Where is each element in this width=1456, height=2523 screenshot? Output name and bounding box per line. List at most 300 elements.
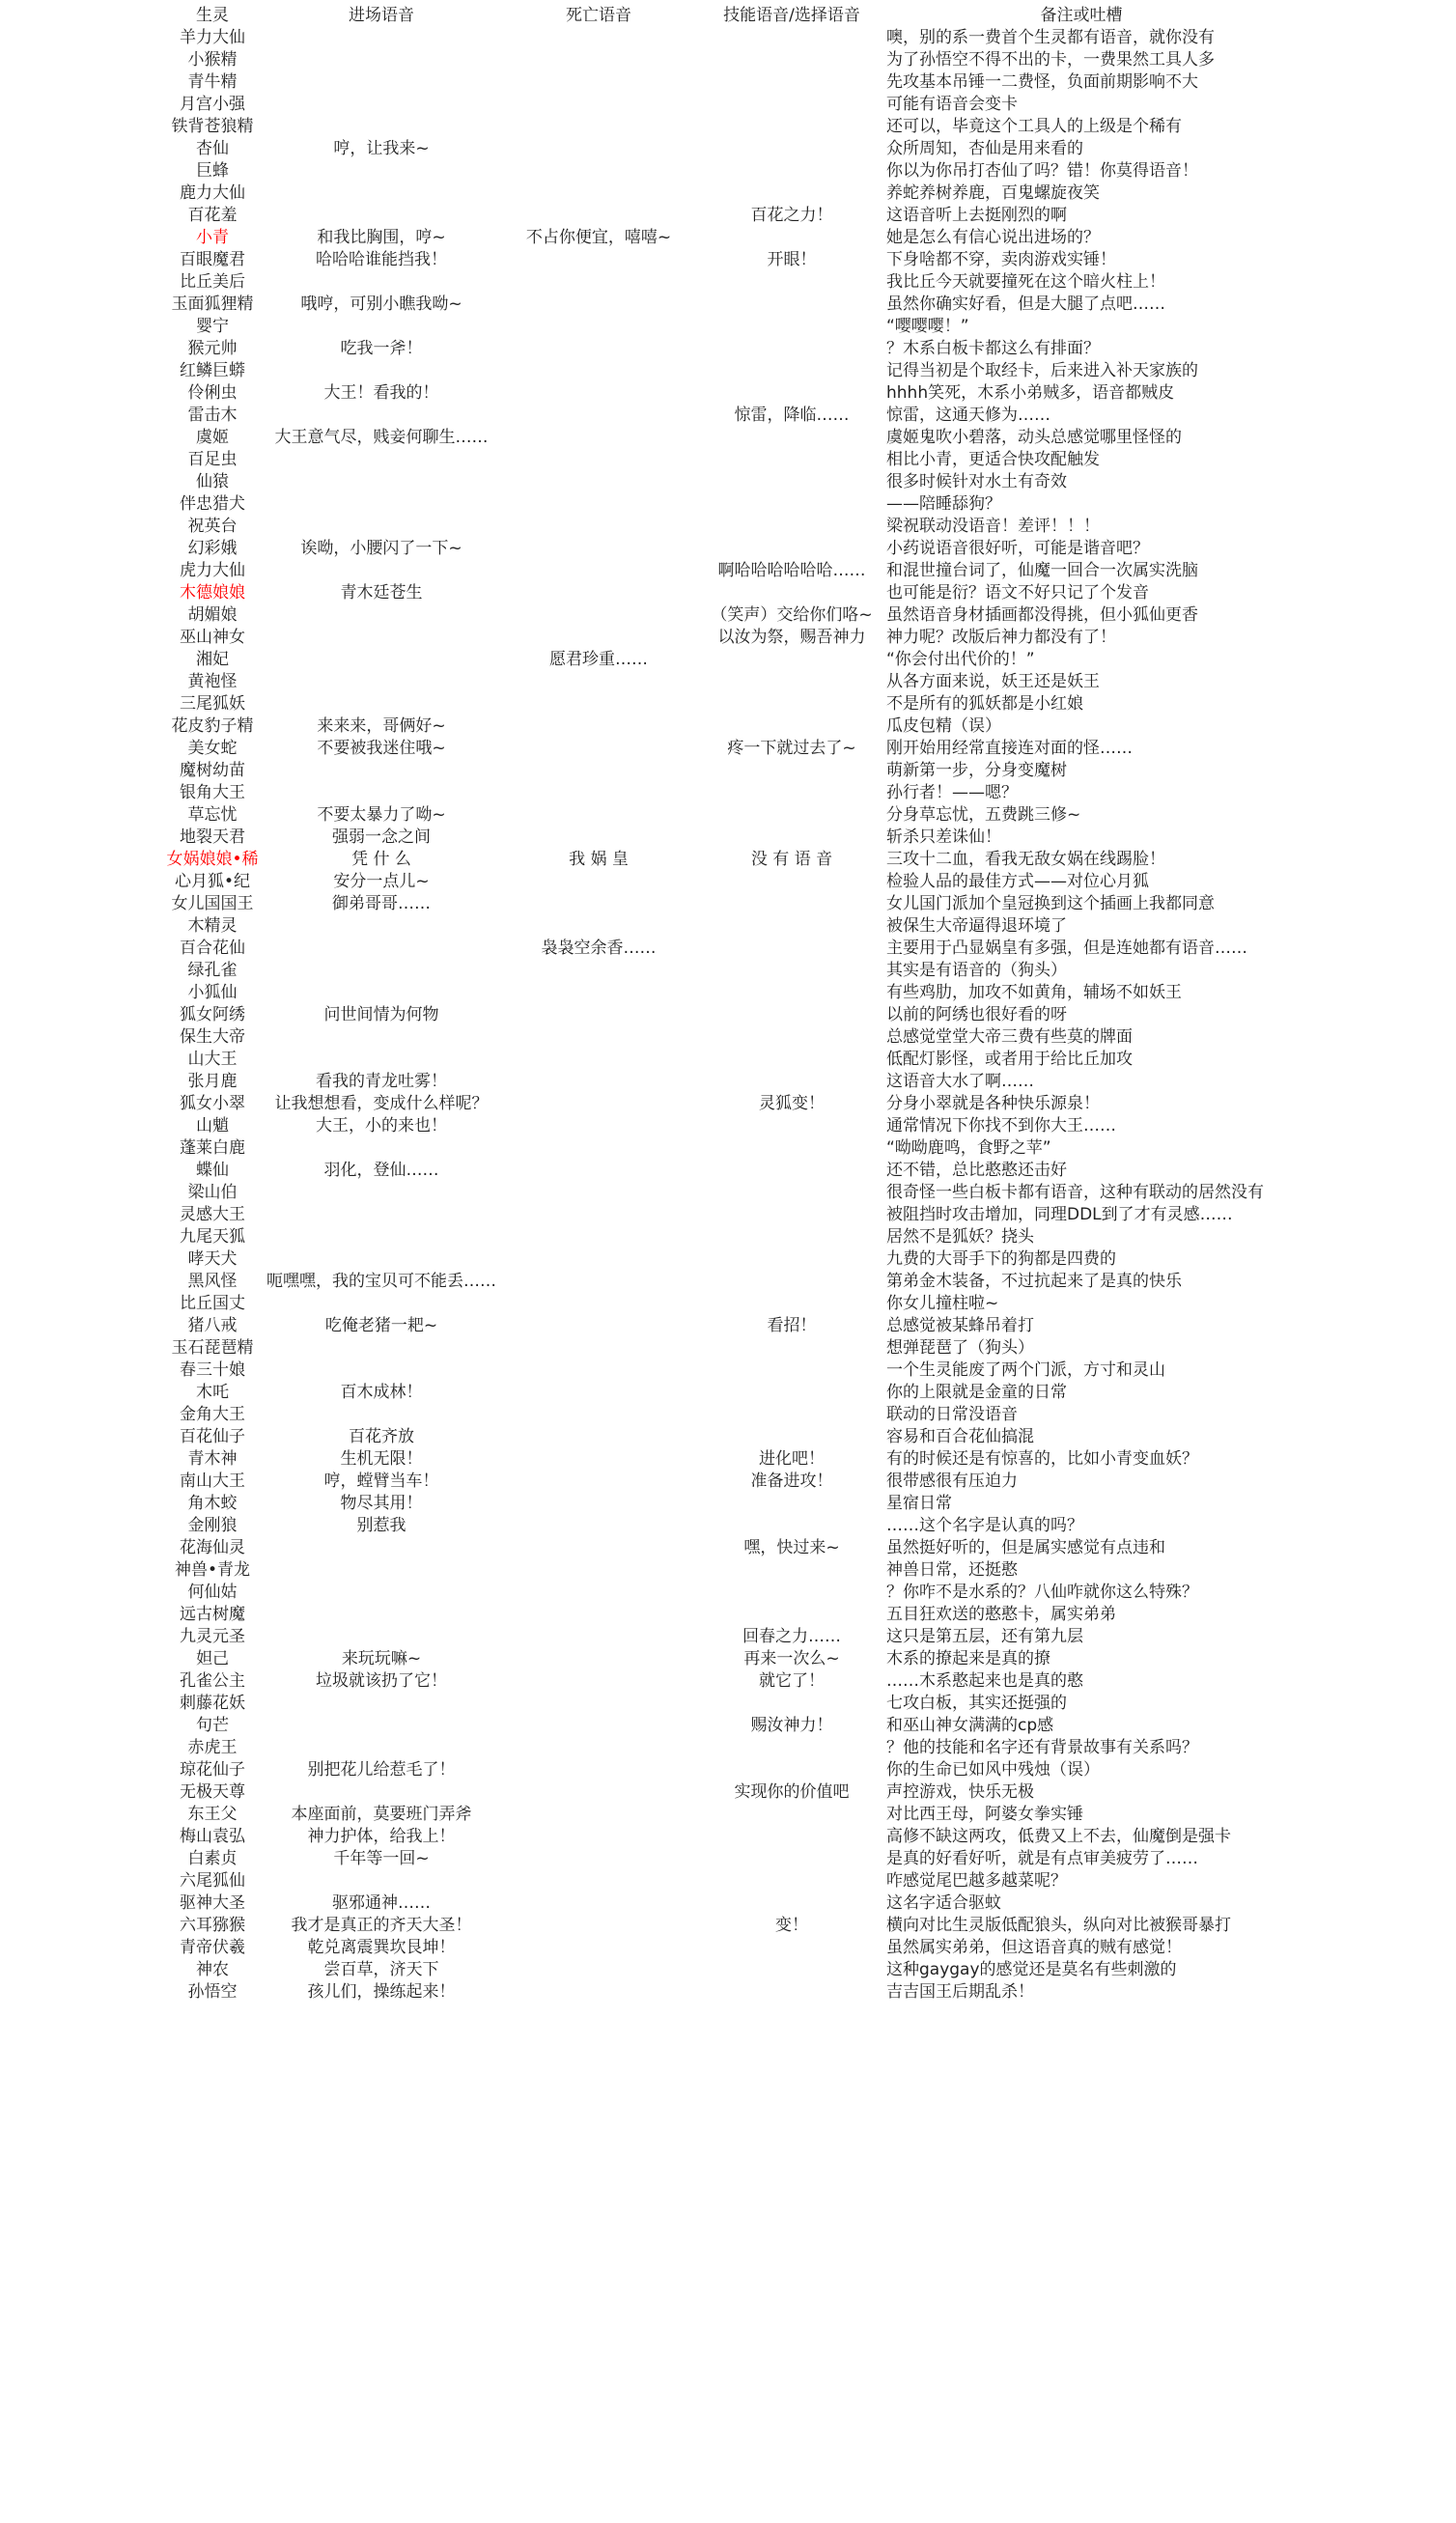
row-note: 容易和百合花仙搞混	[886, 1427, 1034, 1446]
row-name: 伴忠猎犬	[180, 494, 245, 514]
table-row	[0, 1049, 1456, 1071]
table-row	[0, 471, 1456, 493]
table-row	[0, 227, 1456, 249]
row-note: 想弹琵琶了（狗头）	[886, 1338, 1034, 1358]
table-row	[0, 560, 1456, 582]
row-note: 以前的阿绣也很好看的呀	[886, 1005, 1067, 1024]
row-name: 百眼魔君	[180, 250, 245, 269]
row-enter-voice: 大王意气尽，贱妾何聊生……	[274, 428, 489, 447]
row-name: 蝶仙	[196, 1161, 229, 1180]
row-note: 你的上限就是金童的日常	[886, 1383, 1067, 1402]
row-note: 相比小青，更适合快攻配触发	[886, 450, 1100, 469]
row-name: 小青	[196, 228, 229, 247]
row-note: 还不错，总比憨憨还击好	[886, 1161, 1067, 1180]
table-row	[0, 1959, 1456, 1981]
row-note: hhhh笑死，木系小弟贼多，语音都贼皮	[886, 383, 1175, 403]
row-skill-voice: 嘿，快过来~	[743, 1538, 840, 1557]
table-row	[0, 760, 1456, 782]
row-note: 这只是第五层，还有第九层	[886, 1627, 1083, 1646]
row-name: 巨蜂	[196, 161, 229, 181]
table-row	[0, 182, 1456, 205]
row-note: 小药说语音很好听，可能是谐音吧？	[886, 539, 1149, 558]
row-name: 银角大王	[180, 783, 245, 802]
row-note: 是真的好看好听，就是有点审美疲劳了……	[886, 1849, 1198, 1868]
table-row	[0, 1337, 1456, 1360]
row-name: 女儿国国王	[171, 894, 254, 913]
table-row	[0, 982, 1456, 1004]
row-skill-voice: 变！	[775, 1916, 808, 1935]
table-row	[0, 1693, 1456, 1715]
row-note: 梁祝联动没语音！差评！！！	[886, 517, 1100, 536]
row-note: 高修不缺这两攻，低费又上不去，仙魔倒是强卡	[886, 1827, 1231, 1846]
table-row	[0, 493, 1456, 516]
row-note: 瓜皮包精（误）	[886, 716, 1001, 736]
row-note: 噢，别的系一费首个生灵都有语音，就你没有	[886, 28, 1215, 47]
table-row	[0, 1115, 1456, 1137]
row-note: 居然不是狐妖？挠头	[886, 1227, 1034, 1247]
row-name: 九尾天狐	[180, 1227, 245, 1247]
row-name: 胡媚娘	[187, 605, 238, 625]
row-note: 总感觉堂堂大帝三费有些莫的牌面	[886, 1027, 1133, 1047]
row-enter-voice: 我才是真正的齐天大圣！	[291, 1916, 472, 1935]
row-note: 这种gaygay的感觉还是莫名有些刺激的	[886, 1960, 1177, 1979]
table-row	[0, 205, 1456, 227]
row-note: 咋感觉尾巴越多越菜呢？	[886, 1871, 1067, 1891]
row-note: 和巫山神女满满的cp感	[886, 1716, 1054, 1735]
table-row	[0, 1093, 1456, 1115]
row-enter-voice: 安分一点儿~	[333, 872, 430, 891]
row-name: 六耳猕猴	[180, 1916, 245, 1935]
table-row	[0, 693, 1456, 715]
table-row	[0, 1004, 1456, 1026]
row-name: 幻彩娥	[187, 539, 238, 558]
row-name: 神农	[196, 1960, 229, 1979]
table-row	[0, 516, 1456, 538]
table-row	[0, 1360, 1456, 1382]
row-skill-voice: 回春之力……	[742, 1627, 841, 1646]
row-note: 九费的大哥手下的狗都是四费的	[886, 1249, 1116, 1269]
table-row	[0, 1448, 1456, 1471]
row-name: 杏仙	[196, 139, 229, 158]
table-row	[0, 782, 1456, 804]
table-row	[0, 271, 1456, 294]
row-name: 木精灵	[187, 916, 238, 936]
row-note: 一个生灵能废了两个门派，方寸和灵山	[886, 1360, 1165, 1380]
row-name: 梅山袁弘	[180, 1827, 245, 1846]
table-row	[0, 1182, 1456, 1204]
row-note: “呦呦鹿鸣，食野之苹”	[886, 1138, 1051, 1158]
row-name: 比丘国丈	[180, 1294, 245, 1313]
table-row	[0, 1670, 1456, 1693]
row-name: 灵感大王	[180, 1205, 245, 1224]
row-enter-voice: 百木成林！	[340, 1383, 423, 1402]
row-name: 黄袍怪	[187, 672, 238, 691]
row-note: ……木系憨起来也是真的憨	[886, 1671, 1083, 1691]
table-row	[0, 94, 1456, 116]
row-name: 红鳞巨蟒	[180, 361, 245, 380]
table-row	[0, 1582, 1456, 1604]
table-row	[0, 893, 1456, 915]
row-note: 惊雷，这通天修为……	[886, 406, 1050, 425]
row-name: 湘妃	[196, 650, 229, 669]
row-note: 被阻挡时攻击增加，同理DDL到了才有灵感……	[886, 1205, 1233, 1224]
row-name: 驱神大圣	[180, 1893, 245, 1913]
row-skill-voice: 实现你的价值吧	[734, 1782, 850, 1802]
row-note: 为了孙悟空不得不出的卡，一费果然工具人多	[886, 50, 1215, 70]
row-skill-voice: 就它了！	[759, 1671, 825, 1691]
row-name: 猴元帅	[187, 339, 238, 358]
row-name: 草忘忧	[187, 805, 238, 825]
table-row	[0, 1515, 1456, 1537]
row-enter-voice: 让我想想看，变成什么样呢？	[274, 1094, 489, 1113]
table-row	[0, 427, 1456, 449]
row-skill-voice: 惊雷，降临……	[734, 406, 850, 425]
row-enter-voice: 本座面前，莫要班门弄斧	[291, 1805, 472, 1824]
row-note: 众所周知，杏仙是用来看的	[886, 139, 1083, 158]
row-enter-voice: 来来来，哥俩好~	[317, 716, 446, 736]
row-note: 还可以，毕竟这个工具人的上级是个稀有	[886, 117, 1182, 136]
table-row	[0, 1715, 1456, 1737]
row-note: 七攻白板，其实还挺强的	[886, 1694, 1067, 1713]
row-note: ？木系白板卡都这么有排面？	[886, 339, 1100, 358]
table-row	[0, 1848, 1456, 1870]
row-note: 通常情况下你找不到你大王……	[886, 1116, 1116, 1135]
row-note: 横向对比生灵版低配狼头，纵向对比被猴哥暴打	[886, 1916, 1231, 1935]
row-name: 赤虎王	[187, 1738, 238, 1757]
row-enter-voice: 哦哼，可别小瞧我呦~	[300, 294, 462, 314]
row-name: 巫山神女	[180, 628, 245, 647]
row-note: 很奇怪一些白板卡都有语音，这种有联动的居然没有	[886, 1183, 1264, 1202]
table-row	[0, 1892, 1456, 1915]
row-name: 猪八戒	[187, 1316, 238, 1335]
row-name: 铁背苍狼精	[171, 117, 254, 136]
row-name: 金角大王	[180, 1405, 245, 1424]
row-enter-voice: 羽化，登仙……	[323, 1161, 439, 1180]
row-name: 美女蛇	[187, 739, 238, 758]
table-row	[0, 1559, 1456, 1582]
row-name: 蓬莱白鹿	[180, 1138, 245, 1158]
row-note: 可能有语音会变卡	[886, 95, 1018, 114]
table-body	[0, 27, 1456, 2004]
row-note: 虽然语音身材插画都没得挑，但小狐仙更香	[886, 605, 1198, 625]
row-death-voice: 不占你便宜，嘻嘻~	[525, 228, 672, 247]
table-row	[0, 1493, 1456, 1515]
table-row	[0, 71, 1456, 94]
row-name: 木德娘娘	[180, 583, 245, 603]
row-name: 春三十娘	[180, 1360, 245, 1380]
table-row	[0, 1804, 1456, 1826]
table-row	[0, 160, 1456, 182]
row-note: ——陪睡舔狗？	[886, 494, 1001, 514]
table-row	[0, 1737, 1456, 1759]
row-name: 百花羞	[187, 206, 238, 225]
row-name: 黑风怪	[187, 1272, 238, 1291]
row-name: 妲己	[196, 1649, 229, 1668]
row-note: 和混世撞台词了，仙魔一回合一次属实洗脑	[886, 561, 1198, 580]
row-note: 这语音大水了啊……	[886, 1072, 1034, 1091]
row-note: “你会付出代价的！”	[886, 650, 1035, 669]
row-note: 五目狂欢送的憨憨卡，属实弟弟	[886, 1605, 1116, 1624]
row-death-voice: 我 娲 皇	[569, 850, 629, 869]
row-note: 养蛇养树养鹿，百鬼螺旋夜笑	[886, 183, 1100, 203]
row-note: 第弟金木装备，不过抗起来了是真的快乐	[886, 1272, 1182, 1291]
row-enter-voice: 御弟哥哥……	[332, 894, 431, 913]
row-note: 女儿国门派加个皇冠换到这个插画上我都同意	[886, 894, 1215, 913]
row-note: ……这个名字是认真的吗？	[886, 1516, 1083, 1535]
table-row	[0, 849, 1456, 871]
row-name: 虞姬	[196, 428, 229, 447]
table-row	[0, 1226, 1456, 1248]
table-row	[0, 804, 1456, 827]
row-name: 婴宁	[196, 317, 229, 336]
row-name: 青木神	[187, 1449, 238, 1469]
table-row	[0, 1026, 1456, 1049]
table-row	[0, 1404, 1456, 1426]
row-name: 东王父	[187, 1805, 238, 1824]
table-row	[0, 449, 1456, 471]
row-name: 百合花仙	[180, 939, 245, 958]
table-row	[0, 1537, 1456, 1559]
table-row	[0, 1315, 1456, 1337]
row-enter-voice: 诶呦，小腰闪了一下~	[300, 539, 462, 558]
row-name: 青牛精	[187, 72, 238, 92]
row-name: 羊力大仙	[180, 28, 245, 47]
row-enter-voice: 青木廷苍生	[340, 583, 423, 603]
row-name: 琼花仙子	[180, 1760, 245, 1780]
row-note: 刚开始用经常直接连对面的怪……	[886, 739, 1133, 758]
row-note: 很带感很有压迫力	[886, 1472, 1018, 1491]
row-note: 从各方面来说，妖王还是妖王	[886, 672, 1100, 691]
row-note: 这语音听上去挺刚烈的啊	[886, 206, 1067, 225]
row-skill-voice: 看招！	[767, 1316, 817, 1335]
row-name: 孙悟空	[187, 1982, 238, 2002]
row-name: 祝英台	[187, 517, 238, 536]
row-name: 何仙姑	[187, 1583, 238, 1602]
row-enter-voice: 神力护体，给我上！	[307, 1827, 456, 1846]
header-enter-voice: 进场语音	[349, 6, 414, 25]
row-note: 分身草忘忧，五费跳三修~	[886, 805, 1081, 825]
row-name: 花皮豹子精	[171, 716, 254, 736]
table-row	[0, 1160, 1456, 1182]
row-enter-voice: 大王，小的来也！	[316, 1116, 447, 1135]
row-enter-voice: 生机无限！	[340, 1449, 423, 1469]
row-name: 六尾狐仙	[180, 1871, 245, 1891]
row-enter-voice: 和我比胸围，哼~	[317, 228, 446, 247]
row-skill-voice: 没 有 语 音	[750, 850, 833, 869]
row-name: 角木蛟	[187, 1494, 238, 1513]
row-name: 白素贞	[187, 1849, 238, 1868]
row-enter-voice: 别把花儿给惹毛了！	[307, 1760, 456, 1780]
row-enter-voice: 来玩玩嘛~	[341, 1649, 422, 1668]
row-note: 虞姬鬼吹小碧落，动头总感觉哪里怪怪的	[886, 428, 1182, 447]
table-row	[0, 1248, 1456, 1271]
row-name: 狐女小翠	[180, 1094, 245, 1113]
row-name: 鹿力大仙	[180, 183, 245, 203]
voice-line-sheet	[0, 5, 1456, 2004]
table-row	[0, 627, 1456, 649]
row-skill-voice: 赐汝神力！	[750, 1716, 833, 1735]
row-note: 有的时候还是有惊喜的，比如小青变血妖？	[886, 1449, 1198, 1469]
table-row	[0, 249, 1456, 271]
row-note: 其实是有语音的（狗头）	[886, 961, 1067, 980]
row-enter-voice: 驱邪通神……	[332, 1893, 431, 1913]
header-death-voice: 死亡语音	[566, 6, 631, 25]
row-note: 孙行者！——嗯？	[886, 783, 1018, 802]
table-row	[0, 1426, 1456, 1448]
row-name: 金刚狼	[187, 1516, 238, 1535]
table-row	[0, 382, 1456, 405]
row-enter-voice: 别惹我	[356, 1516, 406, 1535]
row-note: 你女儿撞柱啦~	[886, 1294, 999, 1313]
table-row	[0, 1626, 1456, 1648]
row-name: 山大王	[187, 1050, 238, 1069]
row-name: 狐女阿绣	[180, 1005, 245, 1024]
row-note: 很多时候针对水土有奇效	[886, 472, 1067, 491]
table-row	[0, 1915, 1456, 1937]
row-name: 句芒	[196, 1716, 229, 1735]
row-name: 梁山伯	[187, 1183, 238, 1202]
row-note: 虽然挺好听的，但是属实感觉有点违和	[886, 1538, 1165, 1557]
row-name: 玉石琵琶精	[171, 1338, 254, 1358]
row-note: 星宿日常	[886, 1494, 952, 1513]
header-name: 生灵	[196, 6, 229, 25]
table-row	[0, 827, 1456, 849]
row-enter-voice: 大王！看我的！	[323, 383, 439, 403]
row-death-voice: 愿君珍重……	[549, 650, 648, 669]
table-row	[0, 338, 1456, 360]
row-note: ？你咋不是水系的？八仙咋就你这么特殊？	[886, 1583, 1198, 1602]
table-row	[0, 1071, 1456, 1093]
row-name: 虎力大仙	[180, 561, 245, 580]
row-enter-voice: 吃俺老猪一耙~	[324, 1316, 438, 1335]
row-enter-voice: 乾兑离震巽坎艮坤！	[307, 1938, 456, 1957]
row-note: 对比西王母，阿婆女拳实锤	[886, 1805, 1083, 1824]
row-name: 雷击木	[187, 406, 238, 425]
row-note: 我比丘今天就要撞死在这个暗火柱上！	[886, 272, 1165, 292]
row-name: 三尾狐妖	[180, 694, 245, 714]
row-name: 南山大王	[180, 1472, 245, 1491]
row-note: 检验人品的最佳方式——对位心月狐	[886, 872, 1149, 891]
row-note: 她是怎么有信心说出进场的？	[886, 228, 1100, 247]
row-note: 萌新第一步，分身变魔树	[886, 761, 1067, 780]
row-name: 刺藤花妖	[180, 1694, 245, 1713]
table-row	[0, 49, 1456, 71]
table-row	[0, 604, 1456, 627]
row-name: 哮天犬	[187, 1249, 238, 1269]
row-note: 你的生命已如风中残烛（误）	[886, 1760, 1100, 1780]
row-note: 有些鸡肋，加攻不如黄角，辅场不如妖王	[886, 983, 1182, 1002]
row-name: 青帝伏羲	[180, 1938, 245, 1957]
header-skill-voice: 技能语音/选择语音	[723, 6, 860, 25]
row-enter-voice: 呃嘿嘿，我的宝贝可不能丢……	[266, 1272, 496, 1291]
row-skill-voice: 疼一下就过去了~	[727, 739, 856, 758]
row-death-voice: 袅袅空余香……	[541, 939, 657, 958]
table-row	[0, 738, 1456, 760]
row-note: 被保生大帝逼得退环境了	[886, 916, 1067, 936]
row-note: 也可能是衍？语文不好只记了个发音	[886, 583, 1149, 603]
row-note: 你以为你吊打杏仙了吗？错！你莫得语音！	[886, 161, 1198, 181]
row-enter-voice: 不要被我迷住哦~	[317, 739, 446, 758]
row-note: 记得当初是个取经卡，后来进入补天家族的	[886, 361, 1198, 380]
row-enter-voice: 凭 什 么	[351, 850, 411, 869]
table-row	[0, 116, 1456, 138]
row-note: 神兽日常，还挺憨	[886, 1560, 1018, 1580]
row-name: 绿孔雀	[187, 961, 238, 980]
row-enter-voice: 哈哈哈谁能挡我！	[316, 250, 447, 269]
row-note: 三攻十二血，看我无敌女娲在线踢脸！	[886, 850, 1165, 869]
row-name: 魔树幼苗	[180, 761, 245, 780]
row-name: 九灵元圣	[180, 1627, 245, 1646]
table-row	[0, 871, 1456, 893]
row-name: 小猴精	[187, 50, 238, 70]
table-row	[0, 1471, 1456, 1493]
row-skill-voice: 再来一次么~	[743, 1649, 840, 1668]
table-row	[0, 1781, 1456, 1804]
row-skill-voice: 以汝为祭，赐吾神力	[717, 628, 866, 647]
row-note: ？他的技能和名字还有背景故事有关系吗？	[886, 1738, 1198, 1757]
row-note: 先攻基本吊锤一二费怪，负面前期影响不大	[886, 72, 1198, 92]
table-row	[0, 1271, 1456, 1293]
row-name: 远古树魔	[180, 1605, 245, 1624]
row-name: 心月狐•纪	[174, 872, 251, 891]
row-name: 玉面狐狸精	[171, 294, 254, 314]
row-name: 山魈	[196, 1116, 229, 1135]
row-skill-voice: （笑声）交给你们咯~	[711, 605, 873, 625]
row-enter-voice: 千年等一回~	[333, 1849, 430, 1868]
row-name: 保生大帝	[180, 1027, 245, 1047]
table-row	[0, 960, 1456, 982]
row-name: 地裂天君	[180, 827, 245, 847]
table-row	[0, 1981, 1456, 2004]
row-skill-voice: 百花之力！	[750, 206, 833, 225]
row-name: 无极天尊	[180, 1782, 245, 1802]
row-skill-voice: 进化吧！	[759, 1449, 825, 1469]
table-row	[0, 1870, 1456, 1892]
table-row	[0, 938, 1456, 960]
row-name: 百足虫	[187, 450, 238, 469]
row-enter-voice: 物尽其用！	[340, 1494, 423, 1513]
table-row	[0, 1604, 1456, 1626]
row-name: 月宫小强	[180, 95, 245, 114]
row-name: 仙猿	[196, 472, 229, 491]
table-row	[0, 294, 1456, 316]
table-row	[0, 649, 1456, 671]
row-note: 虽然属实弟弟，但这语音真的贼有感觉！	[886, 1938, 1182, 1957]
table-row	[0, 27, 1456, 49]
header-row	[0, 5, 1456, 27]
row-name: 百花仙子	[180, 1427, 245, 1446]
row-enter-voice: 尝百草，济天下	[323, 1960, 439, 1979]
row-note: 分身小翠就是各种快乐源泉！	[886, 1094, 1100, 1113]
table-row	[0, 1826, 1456, 1848]
table-row	[0, 915, 1456, 938]
table-row	[0, 138, 1456, 160]
row-note: 总感觉被某蜂吊着打	[886, 1316, 1034, 1335]
table-row	[0, 1204, 1456, 1226]
table-row	[0, 405, 1456, 427]
table-row	[0, 582, 1456, 604]
table-row	[0, 671, 1456, 693]
row-note: 低配灯影怪，或者用于给比丘加攻	[886, 1050, 1133, 1069]
row-name: 小狐仙	[187, 983, 238, 1002]
row-name: 花海仙灵	[180, 1538, 245, 1557]
row-enter-voice: 不要太暴力了呦~	[317, 805, 446, 825]
row-note: 下身啥都不穿，卖肉游戏实锤！	[886, 250, 1116, 269]
row-skill-voice: 啊哈哈哈哈哈哈……	[717, 561, 866, 580]
row-name: 孔雀公主	[180, 1671, 245, 1691]
row-enter-voice: 问世间情为何物	[323, 1005, 439, 1024]
row-note: 吉吉国王后期乱杀！	[886, 1982, 1034, 2002]
